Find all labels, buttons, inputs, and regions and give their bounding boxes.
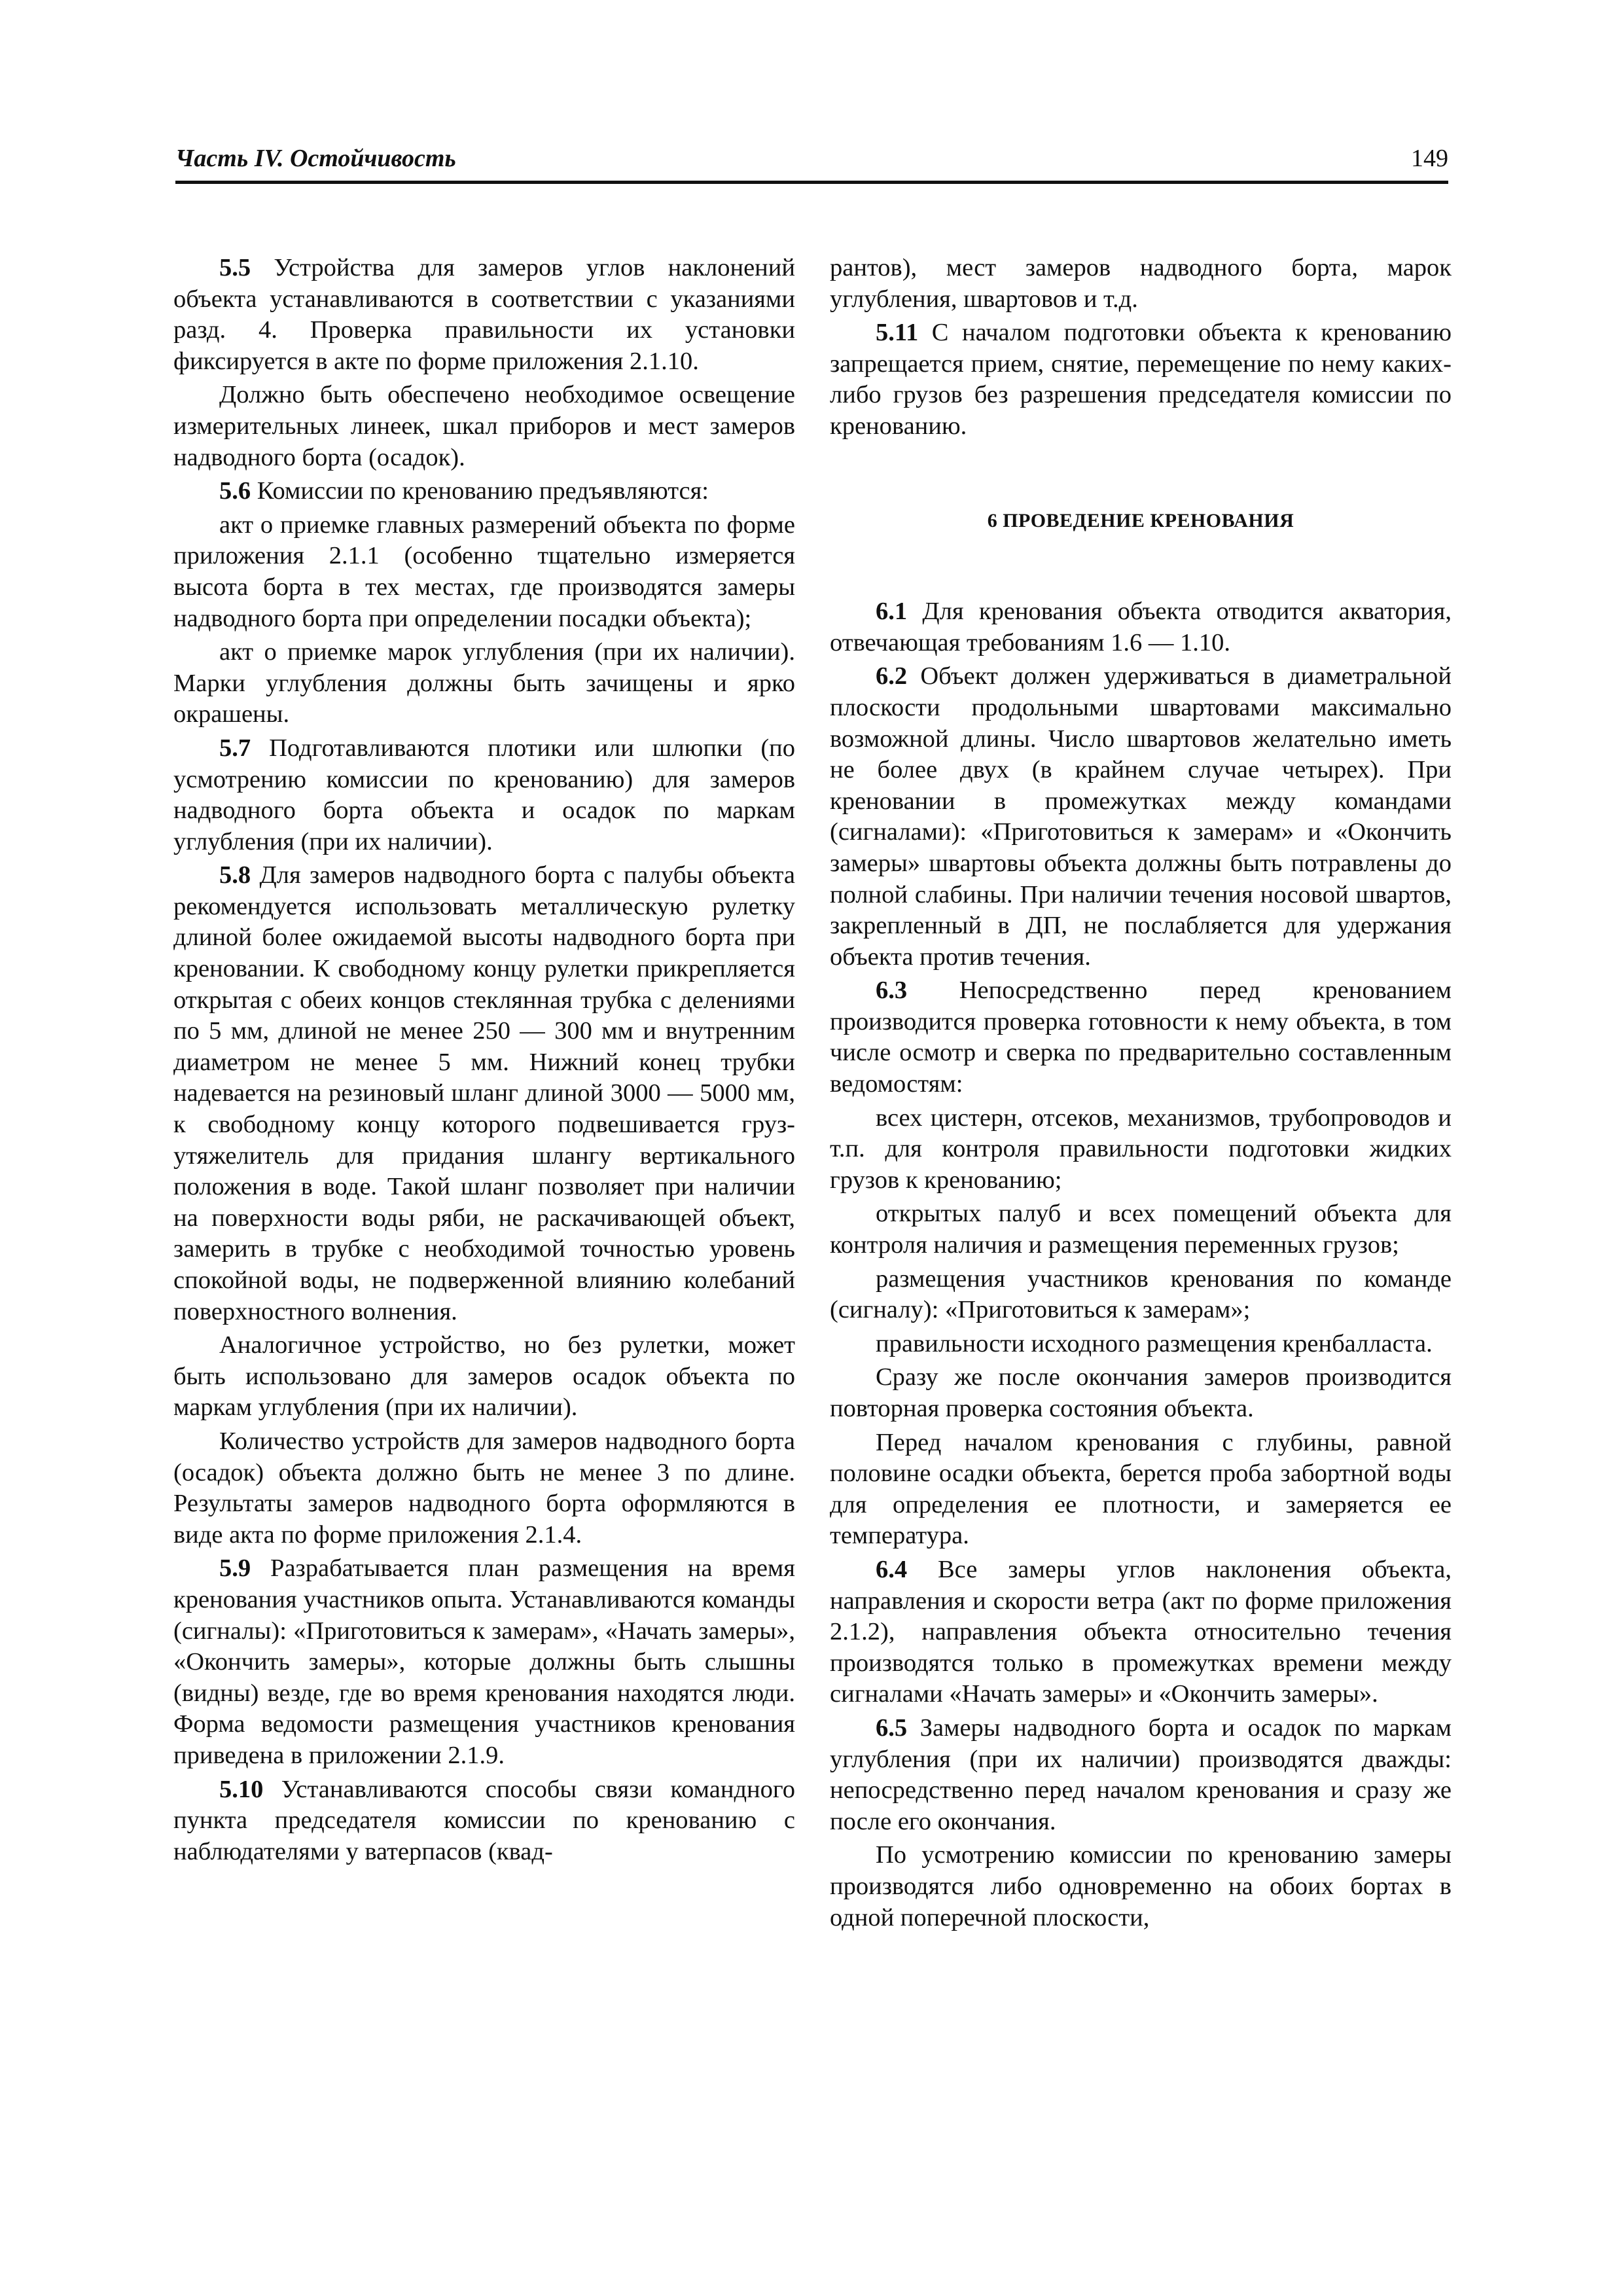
clause-number: 6.3	[876, 977, 908, 1005]
paragraph-text: По усмотрению комиссии по кренованию замеры производятся либо одновременно на обоих бортах в одной поперечной плоскости,	[830, 1841, 1452, 1931]
paragraph-text: правильности исходного размещения кренбалласта.	[876, 1329, 1433, 1357]
paragraph	[173, 1330, 795, 1424]
paragraph-text: Непосредственно перед кренованием производится проверка готовности к нему объекта, в том числе осмотр и сверка по предварительно составленным ведомостям:	[830, 977, 1452, 1098]
paragraph	[830, 1840, 1452, 1933]
paragraph-text: Для кренования объекта отводится акватория, отвечающая требованиям 1.6 — 1.10.	[830, 598, 1452, 656]
paragraph-text: Аналогичное устройство, но без рулетки, может быть использовано для замеров осадок объекта по маркам углубления (при их наличии).	[173, 1331, 795, 1422]
page-header	[175, 141, 1448, 184]
paragraph	[830, 1427, 1452, 1552]
paragraph-text: Подготавливаются плотики или шлюпки (по усмотрению комиссии по кренованию) для замеров надводного борта объекта и осадок по маркам углубления (при их наличии).	[173, 734, 795, 855]
clause-number: 6.4	[876, 1555, 908, 1583]
paragraph-text: Разрабатывается план размещения на время кренования участников опыта. Устанавливаются команды (сигналы): «Приготовиться к замерам», «Начать замеры», «Окончить замеры», которые должны быть слышны (видны) везде, где во время кренования находятся люди. Форма ведомости размещения участников кренования приведена в приложении 2.1.9.	[173, 1554, 795, 1769]
clause-number: 6.5	[876, 1713, 908, 1742]
paragraph-5-11	[830, 317, 1452, 442]
paragraph-5-7	[173, 733, 795, 857]
paragraph-text: открытых палуб и всех помещений объекта для контроля наличия и размещения переменных грузов;	[830, 1200, 1452, 1259]
paragraph-text: всех цистерн, отсеков, механизмов, трубопроводов и т.п. для контроля правильности подготовки жидких грузов к кренованию;	[830, 1103, 1452, 1194]
clause-number: 5.9	[219, 1554, 251, 1583]
section-heading: 6 ПРОВЕДЕНИЕ КРЕНОВАНИЯ	[987, 509, 1294, 531]
clause-number: 5.7	[219, 734, 251, 762]
paragraph-6-3	[830, 975, 1452, 1100]
clause-number: 5.11	[876, 319, 919, 347]
paragraph-text: акт о приемке марок углубления (при их наличии). Марки углубления должны быть зачищены и ярко окрашены.	[173, 638, 795, 728]
paragraph-6-4	[830, 1554, 1452, 1710]
paragraph-6-1	[830, 596, 1452, 658]
list-item	[830, 1264, 1452, 1326]
paragraph-text: Устройства для замеров углов наклонений объекта устанавливаются в соответствии с указаниями разд. 4. Проверка правильности их установки фиксируется в акте по форме приложения 2.1.10.	[173, 254, 795, 375]
paragraph-6-2	[830, 661, 1452, 973]
list-item	[173, 510, 795, 634]
paragraph-text: акт о приемке главных размерений объекта по форме приложения 2.1.1 (особенно тщательно измеряется высота борта в тех местах, где производятся замеры надводного борта при определении посадки объекта);	[173, 511, 795, 632]
clause-number: 5.10	[219, 1775, 264, 1803]
paragraph-text: Объект должен удерживаться в диаметральной плоскости продольными швартовами максимально возможной длины. Число швартовов желательно иметь не более двух (в крайнем случае четырех). При креновании в промежутках между командами (сигналами): «Приготовиться к замерам» и «Окончить замеры» швартовы объекта должны быть потравлены до полной слабины. При наличии течения носовой швартов, закрепленный в ДП, не послабляется для удержания объекта против течения.	[830, 662, 1452, 971]
clause-number: 5.5	[219, 254, 251, 281]
paragraph-5-9	[173, 1553, 795, 1771]
paragraph	[173, 380, 795, 473]
page-number: 149	[1411, 145, 1448, 172]
clause-number: 6.2	[876, 662, 908, 691]
clause-number: 6.1	[876, 598, 908, 626]
paragraph-5-5	[173, 253, 795, 377]
list-item	[830, 1198, 1452, 1261]
paragraph-continued	[830, 253, 1452, 315]
paragraph-5-8	[173, 860, 795, 1327]
paragraph-text: Устанавливаются способы связи командного пункта председателя комиссии по кренованию с наблюдателями у ватерпасов (квад-	[173, 1775, 795, 1865]
list-item	[830, 1329, 1452, 1360]
left-column	[173, 253, 795, 1870]
paragraph-text: Все замеры углов наклонения объекта, направления и скорости ветра (акт по форме приложения 2.1.2), направления объекта относительно течения производятся только в промежутках времени между сигналами «Начать замеры» и «Окончить замеры».	[830, 1555, 1452, 1708]
paragraph-5-10	[173, 1774, 795, 1868]
clause-number: 5.6	[219, 477, 251, 505]
clause-number: 5.8	[219, 861, 251, 889]
paragraph	[830, 1362, 1452, 1424]
paragraph-text: Количество устройств для замеров надводного борта (осадок) объекта должно быть не менее 3 по длине. Результаты замеров надводного борта оформляются в виде акта по форме приложения 2.1.4.	[173, 1427, 795, 1549]
paragraph-text: Комиссии по кренованию предъявляются:	[251, 477, 709, 505]
paragraph-5-6	[173, 476, 795, 507]
paragraph	[173, 1426, 795, 1551]
paragraph-6-5	[830, 1713, 1452, 1837]
paragraph-text: Сразу же после окончания замеров производится повторная проверка состояния объекта.	[830, 1363, 1452, 1422]
paragraph-text: Должно быть обеспечено необходимое освещение измерительных линеек, шкал приборов и мест замеров надводного борта (осадок).	[173, 381, 795, 471]
paragraph-text: Для замеров надводного борта с палубы объекта рекомендуется использовать металлическую рулетку длиной более ожидаемой высоты надводного борта при креновании. К свободному концу рулетки прикрепляется открытая с обеих концов стеклянная трубка с делениями по 5 мм, длиной не менее 250 — 300 мм и внутренним диаметром не менее 5 мм. Нижний конец трубки надевается на резиновый шланг длиной 3000 — 5000 мм, к свободному концу которого подвешивается груз-утяжелитель для придания шлангу вертикального положения в воде. Такой шланг позволяет при наличии на поверхности воды ряби, не раскачивающей объект, замерить в трубке с необходимой точностью уровень спокойной воды, не подверженной влиянию колебаний поверхностного волнения.	[173, 861, 795, 1325]
right-column	[830, 253, 1452, 1936]
paragraph-text: Перед началом кренования с глубины, равной половине осадки объекта, берется проба забортной воды для определения ее плотности, и замеряется ее температура.	[830, 1428, 1452, 1550]
running-title: Часть IV. Остойчивость	[175, 145, 456, 172]
paragraph-text: Замеры надводного борта и осадок по маркам углубления (при их наличии) производятся дважды: непосредственно перед началом кренования и сразу же после его окончания.	[830, 1713, 1452, 1835]
list-item	[830, 1103, 1452, 1196]
list-item	[173, 637, 795, 730]
paragraph-text: С началом подготовки объекта к кренованию запрещается прием, снятие, перемещение по нему каких-либо грузов без разрешения председателя комиссии по кренованию.	[830, 319, 1452, 440]
paragraph-text: рантов), мест замеров надводного борта, марок углубления, швартовов и т.д.	[830, 254, 1452, 313]
paragraph-text: размещения участников кренования по команде (сигналу): «Приготовиться к замерам»;	[830, 1265, 1452, 1324]
